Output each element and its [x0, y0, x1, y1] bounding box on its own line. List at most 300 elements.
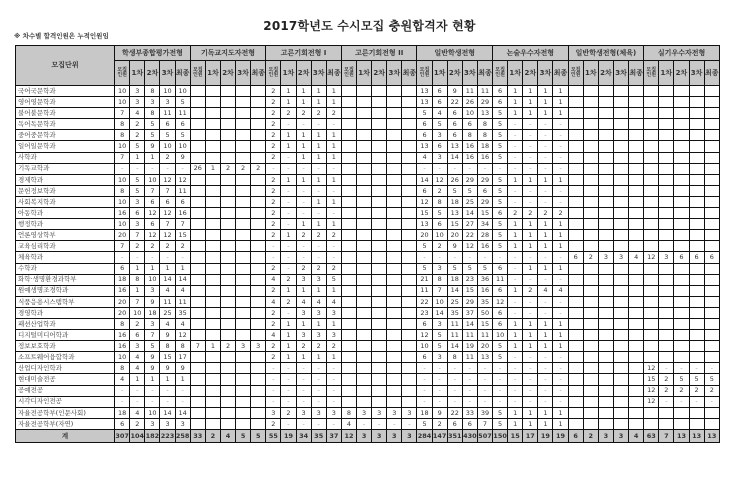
- count-cell: -: [538, 152, 553, 163]
- count-cell: -: [538, 352, 553, 363]
- count-cell: [205, 208, 220, 219]
- count-cell: [659, 163, 674, 174]
- count-cell: [613, 285, 628, 296]
- sub-header-label: 모집인원: [192, 66, 203, 78]
- count-cell: 1: [130, 263, 145, 274]
- count-cell: 36: [477, 274, 492, 285]
- count-cell: -: [311, 252, 326, 263]
- count-cell: [190, 307, 205, 318]
- total-cell: 3: [598, 429, 613, 442]
- count-cell: [341, 152, 356, 163]
- count-cell: 22: [447, 407, 462, 418]
- count-cell: 14: [462, 208, 477, 219]
- count-cell: 3: [432, 318, 447, 329]
- count-cell: -: [508, 352, 523, 363]
- count-cell: [704, 307, 719, 318]
- total-cell: 147: [432, 429, 447, 442]
- count-cell: [357, 363, 372, 374]
- count-cell: [220, 296, 235, 307]
- count-cell: [236, 285, 251, 296]
- sub-header: [417, 61, 432, 86]
- count-cell: 1: [311, 285, 326, 296]
- count-cell: 1: [523, 330, 538, 341]
- count-cell: 1: [296, 130, 311, 141]
- count-cell: [689, 208, 704, 219]
- count-cell: [644, 141, 659, 152]
- count-cell: 6: [477, 185, 492, 196]
- count-cell: [236, 230, 251, 241]
- count-cell: 10: [175, 86, 190, 97]
- count-cell: 2: [326, 108, 341, 119]
- count-cell: [704, 141, 719, 152]
- count-cell: [190, 263, 205, 274]
- table-row: [16, 208, 720, 219]
- count-cell: 13: [477, 352, 492, 363]
- count-cell: 14: [462, 318, 477, 329]
- count-cell: 2: [266, 219, 281, 230]
- count-cell: [205, 285, 220, 296]
- count-cell: 5: [145, 119, 160, 130]
- count-cell: 1: [175, 374, 190, 385]
- count-cell: 3: [160, 418, 175, 429]
- count-cell: [644, 263, 659, 274]
- count-cell: [220, 274, 235, 285]
- count-cell: 2: [659, 374, 674, 385]
- count-cell: 10: [432, 230, 447, 241]
- table-row: [16, 363, 720, 374]
- count-cell: [598, 285, 613, 296]
- sub-header: 3차: [538, 61, 553, 86]
- count-cell: 3: [326, 330, 341, 341]
- count-cell: [674, 163, 689, 174]
- count-cell: 1: [538, 407, 553, 418]
- count-cell: 7: [145, 185, 160, 196]
- sub-header-label: 모집인원: [570, 66, 581, 78]
- count-cell: -: [281, 119, 296, 130]
- count-cell: [644, 274, 659, 285]
- table-row: [16, 274, 720, 285]
- count-cell: 5: [417, 108, 432, 119]
- count-cell: 14: [447, 341, 462, 352]
- count-cell: 3: [432, 152, 447, 163]
- count-cell: 1: [326, 196, 341, 207]
- count-cell: 15: [417, 208, 432, 219]
- count-cell: [704, 407, 719, 418]
- count-cell: [674, 341, 689, 352]
- total-cell: 150: [493, 429, 508, 442]
- count-cell: [402, 374, 417, 385]
- count-cell: 18: [145, 307, 160, 318]
- count-cell: [402, 86, 417, 97]
- count-cell: [689, 163, 704, 174]
- sub-header: 2차: [220, 61, 235, 86]
- count-cell: -: [175, 396, 190, 407]
- count-cell: [674, 152, 689, 163]
- count-cell: [674, 330, 689, 341]
- count-cell: 5: [175, 97, 190, 108]
- count-cell: -: [447, 396, 462, 407]
- count-cell: [372, 97, 387, 108]
- count-cell: [402, 119, 417, 130]
- count-cell: [704, 230, 719, 241]
- count-cell: 6: [493, 86, 508, 97]
- count-cell: 2: [266, 352, 281, 363]
- count-cell: 6: [175, 196, 190, 207]
- count-cell: [372, 108, 387, 119]
- count-cell: [568, 130, 583, 141]
- count-cell: [236, 407, 251, 418]
- unit-name: 사학과: [16, 152, 115, 163]
- count-cell: [387, 241, 402, 252]
- count-cell: [190, 330, 205, 341]
- count-cell: 13: [417, 141, 432, 152]
- count-cell: [568, 407, 583, 418]
- count-cell: [613, 163, 628, 174]
- count-cell: [357, 86, 372, 97]
- sub-header: 1차: [281, 61, 296, 86]
- count-cell: [220, 230, 235, 241]
- count-cell: [372, 374, 387, 385]
- count-cell: -: [493, 385, 508, 396]
- count-cell: [205, 97, 220, 108]
- count-cell: [583, 185, 598, 196]
- total-cell: 6: [568, 429, 583, 442]
- count-cell: 14: [175, 274, 190, 285]
- count-cell: [251, 208, 266, 219]
- count-cell: [220, 396, 235, 407]
- count-cell: 2: [236, 163, 251, 174]
- sub-header: 3차: [613, 61, 628, 86]
- count-cell: [190, 219, 205, 230]
- count-cell: 6: [115, 418, 130, 429]
- count-cell: 3: [598, 252, 613, 263]
- count-cell: [220, 219, 235, 230]
- count-cell: 6: [704, 252, 719, 263]
- count-cell: [613, 374, 628, 385]
- count-cell: -: [523, 196, 538, 207]
- count-cell: [387, 130, 402, 141]
- group-header: 일반학생전형: [417, 46, 493, 61]
- count-cell: 3: [236, 341, 251, 352]
- count-cell: [357, 274, 372, 285]
- count-cell: -: [402, 418, 417, 429]
- count-cell: [674, 219, 689, 230]
- sub-header-label: 모집인원: [268, 66, 279, 78]
- count-cell: 2: [130, 130, 145, 141]
- count-cell: [689, 130, 704, 141]
- count-cell: [190, 274, 205, 285]
- count-cell: [613, 385, 628, 396]
- count-cell: [644, 163, 659, 174]
- total-cell: 55: [266, 429, 281, 442]
- count-cell: [387, 208, 402, 219]
- count-cell: [613, 141, 628, 152]
- count-cell: 1: [311, 219, 326, 230]
- count-cell: 5: [493, 119, 508, 130]
- count-cell: [251, 119, 266, 130]
- count-cell: [613, 296, 628, 307]
- count-cell: [341, 241, 356, 252]
- count-cell: -: [130, 252, 145, 263]
- count-cell: [644, 230, 659, 241]
- count-cell: 3: [387, 407, 402, 418]
- count-cell: 1: [296, 152, 311, 163]
- count-cell: [689, 174, 704, 185]
- count-cell: [613, 196, 628, 207]
- count-cell: -: [538, 307, 553, 318]
- count-cell: 3: [160, 97, 175, 108]
- count-cell: -: [175, 252, 190, 263]
- count-cell: 29: [462, 296, 477, 307]
- sub-header: 최종: [251, 61, 266, 86]
- count-cell: [644, 196, 659, 207]
- count-cell: [251, 130, 266, 141]
- count-cell: -: [523, 296, 538, 307]
- count-cell: 1: [326, 219, 341, 230]
- count-cell: -: [674, 396, 689, 407]
- count-cell: -: [326, 252, 341, 263]
- count-cell: [190, 86, 205, 97]
- count-cell: 3: [432, 352, 447, 363]
- count-cell: [190, 130, 205, 141]
- count-cell: 2: [266, 285, 281, 296]
- count-cell: [644, 97, 659, 108]
- count-cell: -: [175, 163, 190, 174]
- count-cell: [190, 396, 205, 407]
- count-cell: [629, 208, 644, 219]
- count-cell: [372, 130, 387, 141]
- count-cell: -: [326, 241, 341, 252]
- count-cell: -: [281, 196, 296, 207]
- count-cell: -: [447, 363, 462, 374]
- count-cell: -: [523, 185, 538, 196]
- count-cell: [190, 97, 205, 108]
- count-cell: 1: [523, 174, 538, 185]
- count-cell: [704, 274, 719, 285]
- total-cell: 258: [175, 429, 190, 442]
- sub-header: 2차: [674, 61, 689, 86]
- count-cell: [674, 97, 689, 108]
- count-cell: [689, 341, 704, 352]
- count-cell: [613, 330, 628, 341]
- count-cell: 2: [130, 241, 145, 252]
- count-cell: [629, 130, 644, 141]
- count-cell: [190, 152, 205, 163]
- count-cell: [341, 185, 356, 196]
- count-cell: 4: [160, 318, 175, 329]
- count-cell: [583, 152, 598, 163]
- count-cell: [629, 185, 644, 196]
- count-cell: [220, 119, 235, 130]
- count-cell: 10: [493, 330, 508, 341]
- count-cell: [341, 119, 356, 130]
- count-cell: [236, 363, 251, 374]
- count-cell: [613, 108, 628, 119]
- count-cell: 5: [432, 330, 447, 341]
- count-cell: 12: [644, 385, 659, 396]
- count-cell: [205, 241, 220, 252]
- count-cell: 11: [477, 86, 492, 97]
- table-row: [16, 152, 720, 163]
- count-cell: 2: [281, 274, 296, 285]
- count-cell: 1: [281, 141, 296, 152]
- count-cell: [220, 330, 235, 341]
- count-cell: [629, 418, 644, 429]
- count-cell: [236, 152, 251, 163]
- count-cell: [341, 296, 356, 307]
- count-cell: 15: [477, 208, 492, 219]
- count-cell: 1: [296, 219, 311, 230]
- table-row: [16, 296, 720, 307]
- count-cell: 5: [130, 141, 145, 152]
- count-cell: [598, 108, 613, 119]
- count-cell: [568, 86, 583, 97]
- count-cell: 13: [417, 97, 432, 108]
- count-cell: [357, 307, 372, 318]
- count-cell: 6: [493, 318, 508, 329]
- count-cell: 12: [160, 208, 175, 219]
- count-cell: 1: [538, 174, 553, 185]
- count-cell: [644, 119, 659, 130]
- count-cell: -: [311, 385, 326, 396]
- count-cell: 1: [508, 230, 523, 241]
- count-cell: 2: [326, 341, 341, 352]
- count-cell: 5: [493, 185, 508, 196]
- count-cell: -: [538, 363, 553, 374]
- count-cell: [387, 119, 402, 130]
- count-cell: 14: [432, 307, 447, 318]
- count-cell: [357, 108, 372, 119]
- count-cell: [387, 230, 402, 241]
- total-cell: 351: [447, 429, 462, 442]
- count-cell: 3: [145, 418, 160, 429]
- count-cell: -: [296, 208, 311, 219]
- count-cell: [220, 263, 235, 274]
- count-cell: [341, 86, 356, 97]
- count-cell: [190, 407, 205, 418]
- count-cell: 11: [160, 296, 175, 307]
- count-cell: -: [538, 141, 553, 152]
- count-cell: [659, 119, 674, 130]
- count-cell: 6: [432, 219, 447, 230]
- count-cell: 6: [175, 119, 190, 130]
- count-cell: 1: [508, 285, 523, 296]
- count-cell: [236, 418, 251, 429]
- count-cell: -: [432, 163, 447, 174]
- count-cell: -: [311, 396, 326, 407]
- count-cell: -: [508, 296, 523, 307]
- count-cell: 9: [432, 407, 447, 418]
- count-cell: [659, 219, 674, 230]
- count-cell: 3: [311, 274, 326, 285]
- count-cell: 12: [160, 174, 175, 185]
- count-cell: [583, 141, 598, 152]
- count-cell: 4: [432, 108, 447, 119]
- count-cell: 2: [281, 296, 296, 307]
- count-cell: [598, 352, 613, 363]
- count-cell: [704, 130, 719, 141]
- count-cell: -: [508, 196, 523, 207]
- table-row: [16, 285, 720, 296]
- count-cell: [598, 119, 613, 130]
- count-cell: 1: [326, 174, 341, 185]
- sub-header: 최종: [704, 61, 719, 86]
- sub-header: [493, 61, 508, 86]
- count-cell: [613, 352, 628, 363]
- table-row: [16, 241, 720, 252]
- count-cell: 18: [115, 407, 130, 418]
- count-cell: 3: [296, 407, 311, 418]
- count-cell: [583, 108, 598, 119]
- count-cell: 20: [477, 341, 492, 352]
- count-cell: [659, 352, 674, 363]
- count-cell: 21: [417, 274, 432, 285]
- count-cell: [236, 307, 251, 318]
- count-cell: [236, 208, 251, 219]
- count-cell: -: [281, 307, 296, 318]
- sub-header: 3차: [160, 61, 175, 86]
- count-cell: 39: [477, 407, 492, 418]
- count-cell: 4: [130, 363, 145, 374]
- count-cell: 5: [175, 130, 190, 141]
- count-cell: [402, 318, 417, 329]
- count-cell: [387, 185, 402, 196]
- count-cell: [205, 263, 220, 274]
- unit-name: 언론영상학부: [16, 230, 115, 241]
- count-cell: [644, 285, 659, 296]
- count-cell: 11: [447, 330, 462, 341]
- count-cell: [236, 318, 251, 329]
- count-cell: [568, 296, 583, 307]
- count-cell: 6: [447, 108, 462, 119]
- count-cell: 23: [417, 307, 432, 318]
- count-cell: [674, 285, 689, 296]
- count-cell: [341, 252, 356, 263]
- count-cell: 1: [508, 330, 523, 341]
- count-cell: 1: [311, 97, 326, 108]
- count-cell: -: [357, 418, 372, 429]
- count-cell: [236, 352, 251, 363]
- count-cell: [598, 174, 613, 185]
- unit-name: 자율전공학부(자연): [16, 418, 115, 429]
- count-cell: 4: [266, 274, 281, 285]
- count-cell: [644, 307, 659, 318]
- count-cell: 11: [417, 285, 432, 296]
- count-cell: -: [538, 385, 553, 396]
- count-cell: 28: [477, 230, 492, 241]
- count-cell: [357, 163, 372, 174]
- group-header: 논술우수자전형: [493, 46, 569, 61]
- count-cell: [629, 230, 644, 241]
- count-cell: 7: [175, 219, 190, 230]
- count-cell: -: [477, 385, 492, 396]
- count-cell: 5: [417, 241, 432, 252]
- total-cell: 33: [190, 429, 205, 442]
- count-cell: [598, 318, 613, 329]
- count-cell: 15: [447, 219, 462, 230]
- count-cell: 12: [145, 208, 160, 219]
- count-cell: [583, 374, 598, 385]
- count-cell: 8: [477, 119, 492, 130]
- count-cell: -: [553, 396, 568, 407]
- count-cell: 10: [115, 219, 130, 230]
- unit-name: 디지털미디어학과: [16, 330, 115, 341]
- total-cell: 3: [402, 429, 417, 442]
- count-cell: 5: [493, 418, 508, 429]
- table-row: [16, 163, 720, 174]
- count-cell: 1: [508, 86, 523, 97]
- count-cell: [629, 263, 644, 274]
